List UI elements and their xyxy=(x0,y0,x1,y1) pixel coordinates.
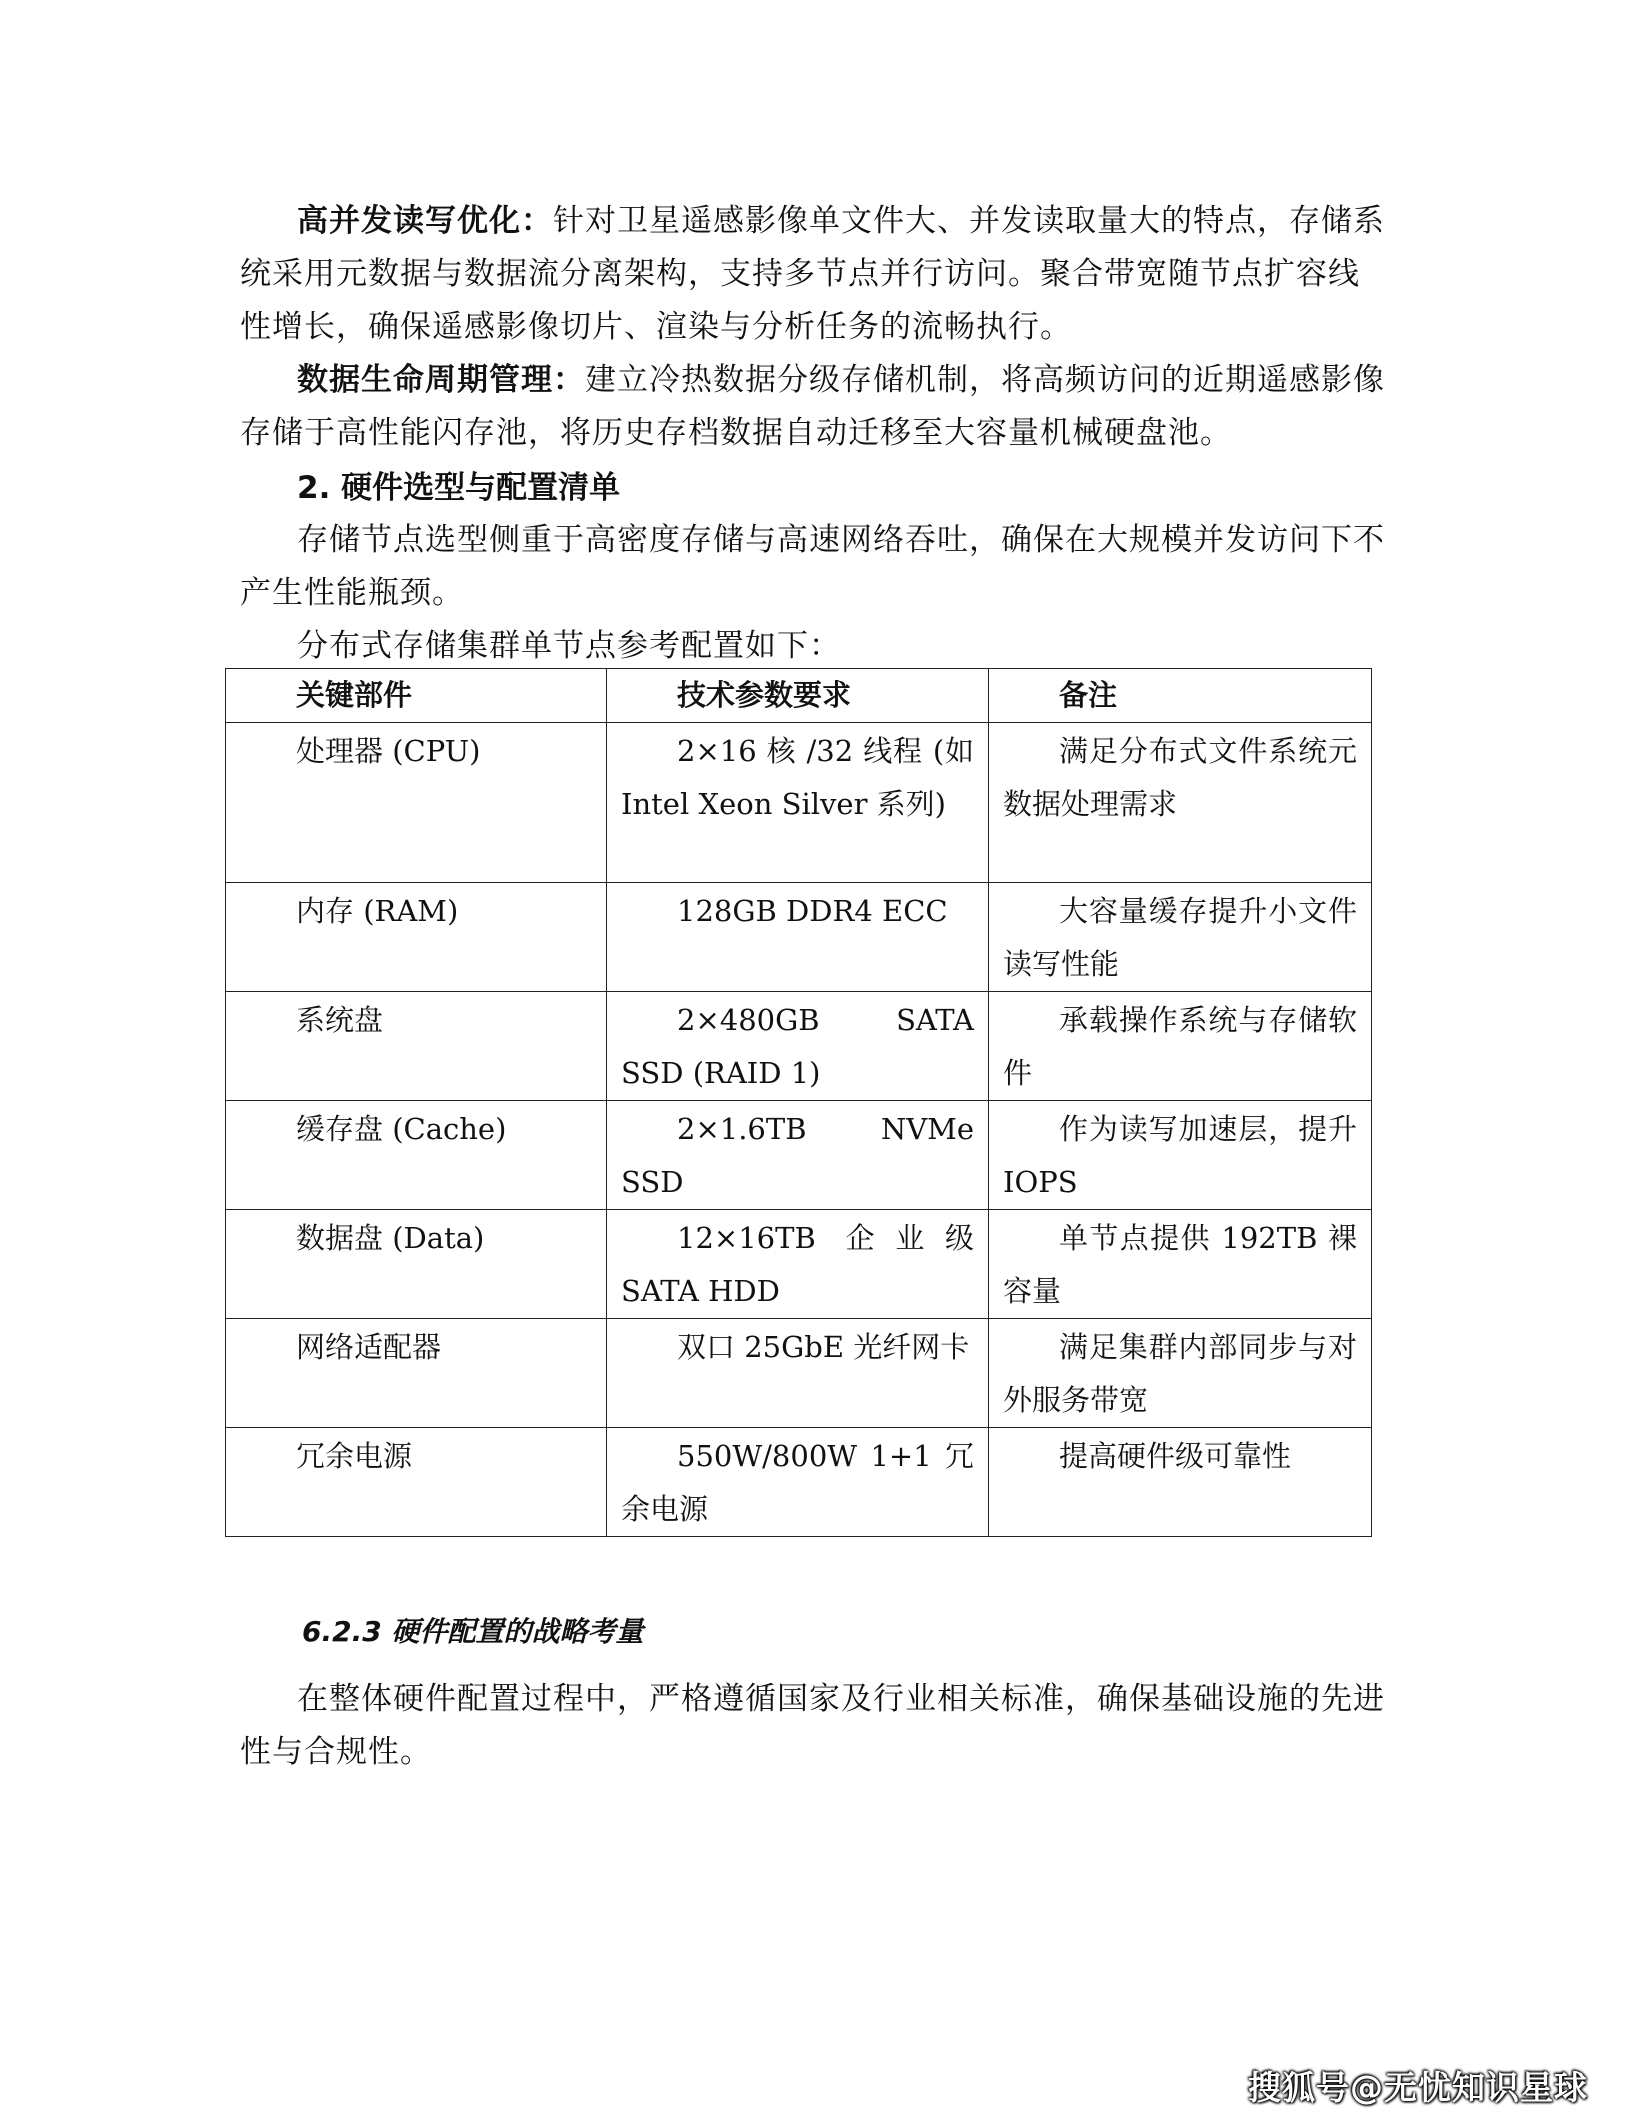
table-cell: 系统盘 xyxy=(226,992,607,1101)
table-cell: 2×16 核 /32 线程 (如 Intel Xeon Silver 系列) xyxy=(607,723,989,883)
subheading-hardware-selection: 2. 硬件选型与配置清单 xyxy=(297,470,621,506)
table-cell: 550W/800W 1+1 冗余电源 xyxy=(607,1428,989,1537)
paragraph-label: 数据生命周期管理： xyxy=(297,362,585,398)
table-cell: 128GB DDR4 ECC xyxy=(607,883,989,992)
paragraph-node-selection: 存储节点选型侧重于高密度存储与高速网络吞吐，确保在大规模并发访问下不产生性能瓶颈。 xyxy=(240,522,1385,611)
paragraph-lifecycle xyxy=(240,354,1390,460)
table-cell: 处理器 (CPU) xyxy=(226,723,607,883)
paragraph-text: 针对卫星遥感影像单文件大、并发读取量大的特点，存储系统采用元数据与数据流分离架构，支持多节点并行访问。聚合带宽随节点扩容线性增长，确保遥感影像切片、渲染与分析任务的流畅执行。 xyxy=(240,203,1385,345)
paragraph-text: 建立冷热数据分级存储机制，将高频访问的近期遥感影像存储于高性能闪存池，将历史存档数据自动迁移至大容量机械硬盘池。 xyxy=(240,362,1385,451)
table-cell: 作为读写加速层，提升 IOPS xyxy=(989,1101,1372,1210)
table-cell: 内存 (RAM) xyxy=(226,883,607,992)
table-cell: 双口 25GbE 光纤网卡 xyxy=(607,1319,989,1428)
table-cell: 2×480GB SATA SSD (RAID 1) xyxy=(607,992,989,1101)
table-cell: 缓存盘 (Cache) xyxy=(226,1101,607,1210)
table-cell: 满足集群内部同步与对外服务带宽 xyxy=(989,1319,1372,1428)
paragraph-high-concurrency xyxy=(240,195,1390,354)
table-row xyxy=(226,883,1372,992)
table-cell: 冗余电源 xyxy=(226,1428,607,1537)
paragraph-standards: 在整体硬件配置过程中，严格遵循国家及行业相关标准，确保基础设施的先进性与合规性。 xyxy=(240,1681,1385,1770)
table-row xyxy=(226,992,1372,1101)
table-cell: 2×1.6TB NVMe SSD xyxy=(607,1101,989,1210)
paragraph-label: 高并发读写优化： xyxy=(297,203,553,239)
table-cell: 大容量缓存提升小文件读写性能 xyxy=(989,883,1372,992)
table-row xyxy=(226,1101,1372,1210)
table-cell: 12×16TB 企业级 SATA HDD xyxy=(607,1210,989,1319)
header-cell: 关键部件 xyxy=(226,669,607,723)
table-row xyxy=(226,1428,1372,1537)
table-row xyxy=(226,1319,1372,1428)
table-cell: 承载操作系统与存储软件 xyxy=(989,992,1372,1101)
paragraph-table-intro: 分布式存储集群单节点参考配置如下： xyxy=(297,628,841,664)
table-cell: 数据盘 (Data) xyxy=(226,1210,607,1319)
header-cell: 备注 xyxy=(989,669,1372,723)
table-cell: 满足分布式文件系统元数据处理需求 xyxy=(989,723,1372,883)
table-row xyxy=(226,723,1372,883)
source-watermark: 搜狐号@无忧知识星球 xyxy=(1248,2068,1588,2107)
table-header-row xyxy=(226,669,1372,723)
section-title: 6.2.3 硬件配置的战略考量 xyxy=(302,1615,644,1648)
table-cell: 单节点提供 192TB 裸容量 xyxy=(989,1210,1372,1319)
table-cell: 网络适配器 xyxy=(226,1319,607,1428)
header-cell: 技术参数要求 xyxy=(607,669,989,723)
hardware-spec-table xyxy=(225,668,1372,1537)
table-row xyxy=(226,1210,1372,1319)
table-cell: 提高硬件级可靠性 xyxy=(989,1428,1372,1537)
